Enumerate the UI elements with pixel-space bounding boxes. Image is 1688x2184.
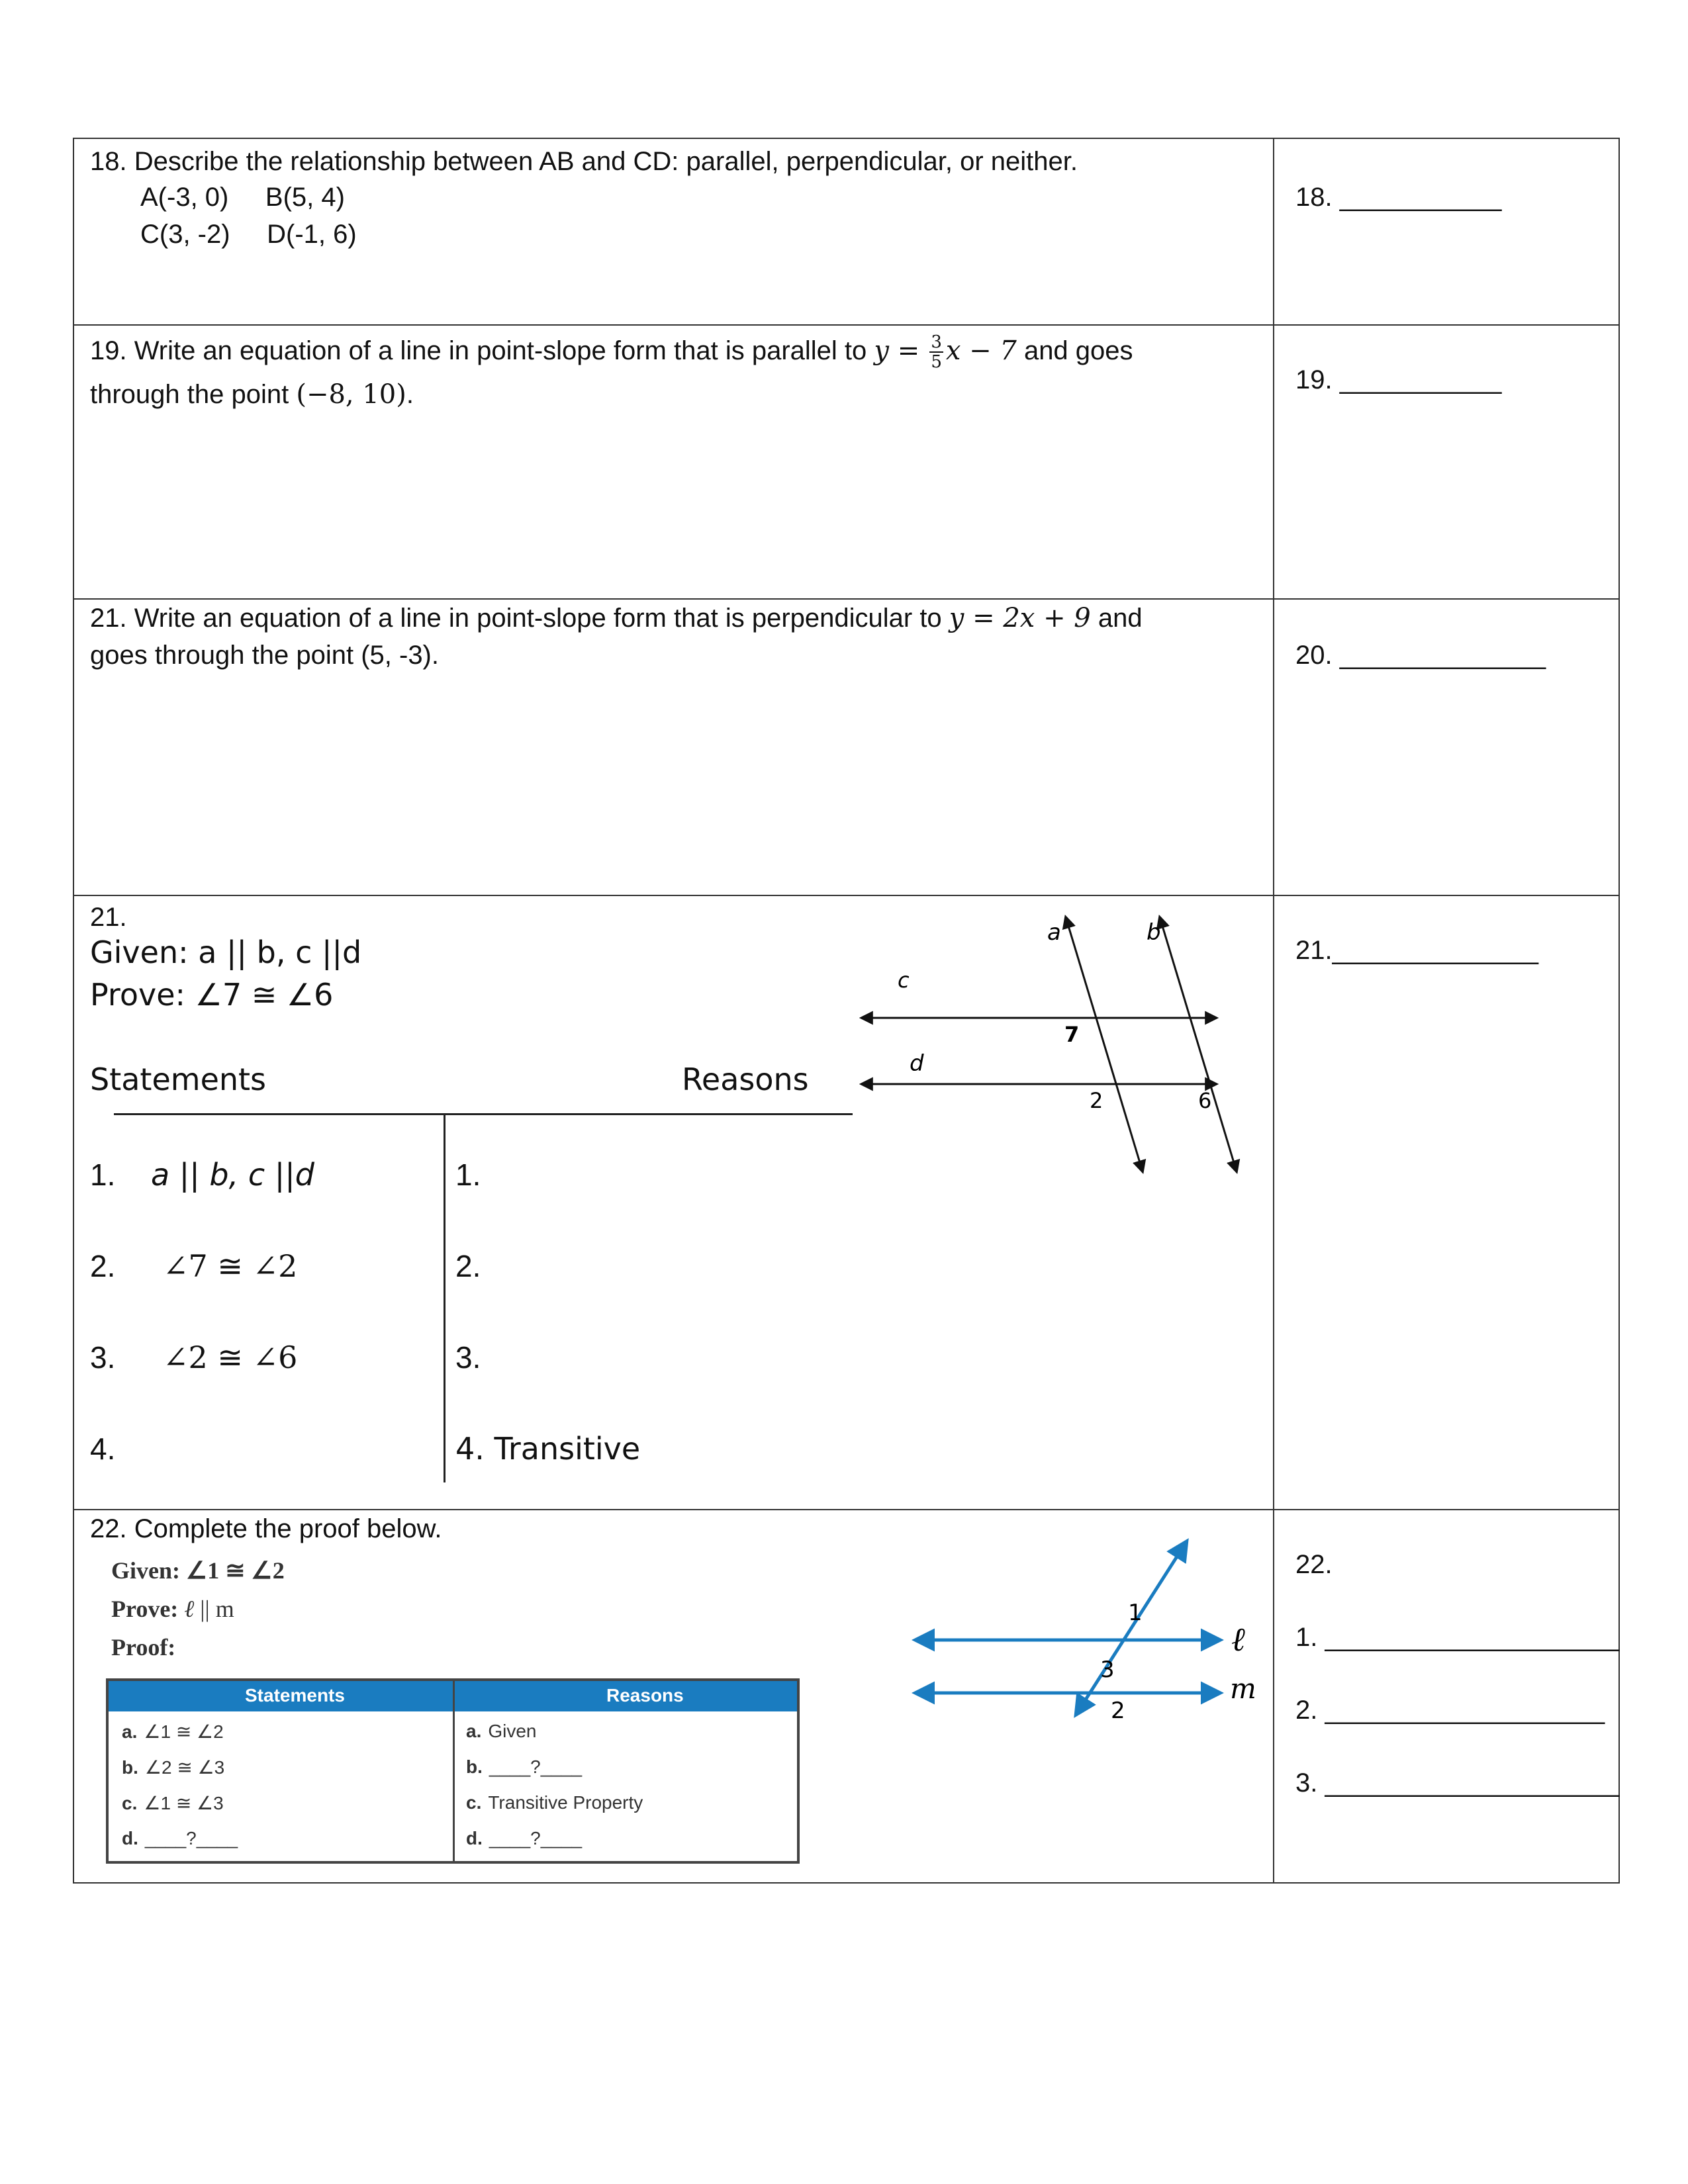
proof-column-divider xyxy=(444,1115,445,1482)
question-18-cell xyxy=(74,139,1274,324)
table-row-c-statement xyxy=(122,1792,224,1814)
question-22-prompt: 22. Complete the proof below. xyxy=(90,1514,442,1543)
statement-1-text: a || b, c ||d xyxy=(151,1157,314,1193)
question-18-row xyxy=(74,139,1618,326)
table-header-statements: Statements xyxy=(245,1685,345,1706)
row-reason-text: Transitive Property xyxy=(488,1792,643,1813)
question-21-row xyxy=(74,896,1618,1510)
row-letter: b. xyxy=(466,1756,483,1777)
question-21-given: Given: a || b, c ||d xyxy=(90,934,362,970)
answer-19-blank[interactable]: 19. ___________ xyxy=(1295,365,1502,394)
question-20-eq: y = 2x + 9 xyxy=(949,603,1091,633)
proof-table-22 xyxy=(106,1678,800,1864)
question-19-cell xyxy=(74,326,1274,598)
question-19-point: (−8, 10) xyxy=(296,379,406,410)
question-18-points-cd: C(3, -2) D(-1, 6) xyxy=(140,220,357,249)
question-19-fraction xyxy=(929,333,943,371)
answer-21-blank[interactable]: 21.______________ xyxy=(1295,936,1539,965)
label-m: m xyxy=(1230,1672,1256,1705)
question-19-text-b: and goes xyxy=(1016,336,1133,365)
row-letter: a. xyxy=(466,1721,482,1741)
question-20-text-a: 21. Write an equation of a line in point-slope form that is perpendicular to xyxy=(90,604,949,633)
angle-3-label: 3 xyxy=(1100,1657,1115,1683)
table-row-d-reason[interactable] xyxy=(466,1828,582,1849)
question-22-cell xyxy=(74,1510,1274,1882)
answer-22-header: 22. xyxy=(1295,1550,1333,1579)
statements-header: Statements xyxy=(90,1062,267,1097)
row-letter: d. xyxy=(122,1828,138,1848)
answer-22-blank-3[interactable]: 3. ____________________ xyxy=(1295,1768,1620,1797)
parallel-lines-diagram-22 xyxy=(902,1537,1259,1722)
answer-18-cell xyxy=(1274,139,1618,324)
row-statement-text: ∠1 ≅ ∠2 xyxy=(144,1721,224,1742)
question-22-row xyxy=(74,1510,1618,1882)
question-20-cell xyxy=(74,600,1274,895)
question-19-text-a: 19. Write an equation of a line in point-slope form that is parallel to xyxy=(90,336,874,365)
angle-2-label: 2 xyxy=(1090,1088,1103,1113)
statement-2-number: 2. xyxy=(90,1249,116,1283)
question-19-prompt-line1 xyxy=(90,332,1133,371)
parallel-lines-diagram-21 xyxy=(855,909,1266,1187)
question-19-eq-rest: x − 7 xyxy=(945,336,1017,366)
label-d: d xyxy=(910,1050,924,1077)
reason-1: 1. xyxy=(455,1158,481,1192)
row-letter: c. xyxy=(466,1792,482,1813)
statement-1-number: 1. xyxy=(90,1158,116,1192)
label-c: c xyxy=(898,968,910,993)
transversal-line xyxy=(1076,1542,1186,1714)
answer-20-blank[interactable]: 20. ______________ xyxy=(1295,641,1546,670)
question-18-points-ab: A(-3, 0) B(5, 4) xyxy=(140,183,345,212)
row-statement-blank[interactable]: ____?____ xyxy=(144,1828,238,1848)
answer-22-cell xyxy=(1274,1510,1618,1882)
label-a: a xyxy=(1047,919,1061,946)
label-b: b xyxy=(1147,919,1161,946)
table-row-a-reason xyxy=(466,1721,537,1742)
question-19-text-d: . xyxy=(406,380,414,409)
fraction-denominator: 5 xyxy=(931,352,942,373)
answer-22-blank-2[interactable]: 2. ___________________ xyxy=(1295,1696,1605,1725)
question-22-proof-label: Proof: xyxy=(111,1634,176,1661)
question-20-row xyxy=(74,600,1618,896)
row-letter: b. xyxy=(122,1757,138,1778)
angle-7-label: 7 xyxy=(1064,1022,1080,1047)
row-letter: c. xyxy=(122,1793,138,1813)
prove-line-l: ℓ xyxy=(184,1596,195,1623)
answer-18-blank[interactable]: 18. ___________ xyxy=(1295,183,1502,212)
row-statement-text: ∠2 ≅ ∠3 xyxy=(144,1757,225,1778)
row-statement-text: ∠1 ≅ ∠3 xyxy=(144,1793,224,1813)
statement-2-text: ∠7 ≅ ∠2 xyxy=(163,1248,298,1284)
table-header-reasons: Reasons xyxy=(606,1685,684,1706)
question-19-eq-y: y = xyxy=(874,336,920,366)
table-row-b-statement xyxy=(122,1756,224,1778)
label-l: ℓ xyxy=(1231,1620,1245,1659)
answer-22-blank-1[interactable]: 1. ____________________ xyxy=(1295,1623,1620,1652)
angle-2-label: 2 xyxy=(1111,1698,1125,1722)
row-reason-text: Given xyxy=(488,1721,537,1741)
row-letter: a. xyxy=(122,1721,138,1742)
question-21-cell xyxy=(74,896,1274,1509)
reasons-header: Reasons xyxy=(682,1062,809,1097)
table-row-d-statement[interactable] xyxy=(122,1828,238,1849)
statement-3-number: 3. xyxy=(90,1340,116,1375)
answer-21-cell xyxy=(1274,896,1618,1509)
statement-4-number: 4. xyxy=(90,1432,116,1466)
table-row-c-reason xyxy=(466,1792,643,1813)
question-20-text-b: and xyxy=(1090,604,1143,633)
reason-2: 2. xyxy=(455,1249,481,1283)
question-21-number: 21. xyxy=(90,903,127,932)
angle-1-label: 1 xyxy=(1128,1600,1143,1626)
question-19-prompt-line2 xyxy=(90,376,414,413)
line-b xyxy=(1160,917,1237,1171)
proof-table-divider xyxy=(453,1681,455,1861)
fraction-numerator: 3 xyxy=(931,332,942,353)
answer-20-cell xyxy=(1274,600,1618,895)
statement-3-text: ∠2 ≅ ∠6 xyxy=(163,1340,298,1375)
answer-19-cell xyxy=(1274,326,1618,598)
worksheet-table xyxy=(73,138,1620,1884)
row-reason-blank[interactable]: ____?____ xyxy=(489,1828,583,1848)
question-19-text-c: through the point xyxy=(90,380,297,409)
question-22-given: Given: ∠1 ≅ ∠2 xyxy=(111,1557,285,1584)
question-20-prompt-line1 xyxy=(90,600,1143,637)
angle-6-label: 6 xyxy=(1198,1088,1212,1113)
question-18-prompt: 18. Describe the relationship between AB and CD: parallel, perpendicular, or neither. xyxy=(90,147,1078,176)
row-letter: d. xyxy=(466,1828,483,1848)
reason-3: 3. xyxy=(455,1340,481,1375)
question-20-prompt-line2: goes through the point (5, -3). xyxy=(90,641,439,670)
table-row-b-reason[interactable] xyxy=(466,1756,582,1778)
prove-label: Prove: xyxy=(111,1596,185,1622)
prove-rest: || m xyxy=(194,1596,234,1622)
question-22-prove xyxy=(111,1595,234,1623)
table-row-a-statement xyxy=(122,1721,224,1743)
reason-4: 4. Transitive xyxy=(455,1431,641,1467)
question-21-prove: Prove: ∠7 ≅ ∠6 xyxy=(90,977,334,1013)
proof-header-rule xyxy=(114,1113,853,1115)
question-19-row xyxy=(74,326,1618,600)
row-reason-blank[interactable]: ____?____ xyxy=(489,1756,583,1777)
